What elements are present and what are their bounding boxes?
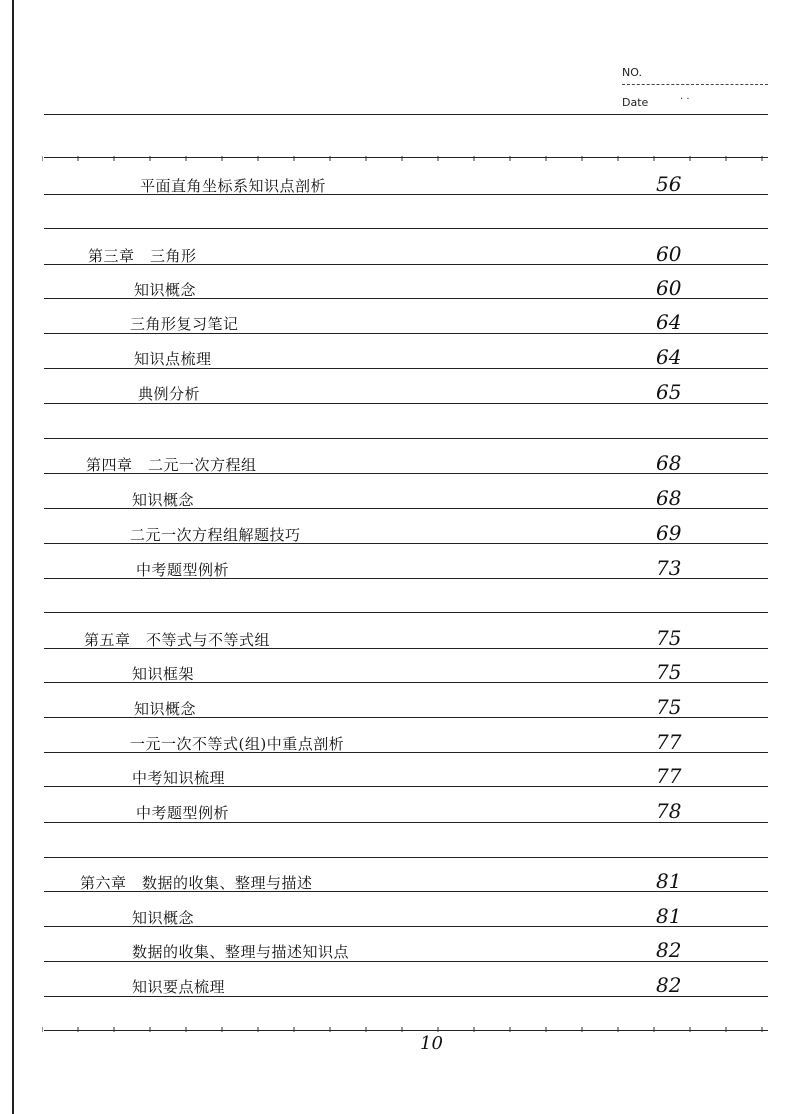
entry-rule [44, 473, 768, 474]
toc-entry-page: 77 [656, 730, 682, 754]
entry-rule [44, 717, 768, 718]
toc-entry-title: 知识点梳理 [134, 350, 212, 368]
entry-rule [44, 996, 768, 997]
no-dash-line [622, 84, 768, 85]
entry-rule [44, 264, 768, 265]
toc-entry-page: 60 [656, 276, 682, 300]
toc-entry-title: 中考题型例析 [136, 804, 230, 822]
toc-entry-title: 中考知识梳理 [132, 769, 226, 787]
toc-entry-page: 81 [656, 869, 682, 893]
entry-rule [44, 194, 768, 195]
toc-entry-page: 64 [656, 310, 682, 334]
header-rule-right [622, 114, 768, 115]
toc-entry-page: 81 [656, 904, 682, 928]
blank-rule [44, 612, 768, 613]
toc-entry-page: 65 [656, 380, 682, 404]
entry-rule [44, 543, 768, 544]
toc-entry-title: 知识概念 [134, 281, 197, 299]
toc-chapter-title: 第五章 不等式与不等式组 [84, 631, 271, 649]
toc-entry-title: 三角形复习笔记 [130, 315, 239, 333]
toc-entry-title: 知识概念 [134, 700, 197, 718]
toc-entry-page: 75 [656, 626, 682, 650]
entry-rule [44, 578, 768, 579]
toc-chapter-title: 第四章 二元一次方程组 [86, 456, 257, 474]
toc-entry-title: 知识框架 [132, 665, 195, 683]
toc-entry-title: 二元一次方程组解题技巧 [130, 526, 301, 544]
bottom-tick-marks [42, 1024, 768, 1032]
toc-chapter-title: 第六章 数据的收集、整理与描述 [80, 874, 313, 892]
toc-entry-page: 68 [656, 451, 682, 475]
toc-entry-title: 知识概念 [132, 909, 195, 927]
toc-entry-page: 77 [656, 764, 682, 788]
toc-entry-title: 知识要点梳理 [132, 978, 226, 996]
entry-rule [44, 648, 768, 649]
toc-entry-title: 一元一次不等式(组)中重点剖析 [130, 735, 345, 753]
entry-rule [44, 752, 768, 753]
entry-rule [44, 403, 768, 404]
entry-rule [44, 298, 768, 299]
entry-rule [44, 961, 768, 962]
top-tick-marks [42, 156, 768, 164]
date-label: Date [622, 96, 649, 109]
entry-rule [44, 891, 768, 892]
entry-rule [44, 682, 768, 683]
toc-entry-page: 82 [656, 938, 682, 962]
date-marks: · · [680, 94, 690, 105]
entry-rule [44, 926, 768, 927]
toc-entry-title: 平面直角坐标系知识点剖析 [140, 177, 327, 195]
blank-rule [44, 228, 768, 229]
toc-entry-page: 60 [656, 242, 682, 266]
entry-rule [44, 333, 768, 334]
toc-entry-page: 69 [656, 521, 682, 545]
blank-rule [44, 438, 768, 439]
left-margin-line [12, 0, 14, 1114]
toc-entry-title: 中考题型例析 [136, 561, 230, 579]
toc-entry-page: 82 [656, 973, 682, 997]
entry-rule [44, 822, 768, 823]
no-label: NO. [622, 66, 642, 79]
toc-entry-page: 75 [656, 695, 682, 719]
toc-entry-page: 56 [656, 172, 682, 196]
toc-chapter-title: 第三章 三角形 [88, 247, 197, 265]
entry-rule [44, 368, 768, 369]
entry-rule [44, 786, 768, 787]
page-number: 10 [420, 1033, 443, 1054]
toc-entry-page: 73 [656, 556, 682, 580]
toc-entry-page: 68 [656, 486, 682, 510]
toc-entry-page: 64 [656, 345, 682, 369]
entry-rule [44, 508, 768, 509]
toc-entry-title: 典例分析 [138, 385, 201, 403]
blank-rule [44, 857, 768, 858]
toc-entry-page: 78 [656, 799, 682, 823]
toc-entry-page: 75 [656, 660, 682, 684]
toc-entry-title: 数据的收集、整理与描述知识点 [132, 943, 350, 961]
toc-entry-title: 知识概念 [132, 491, 195, 509]
